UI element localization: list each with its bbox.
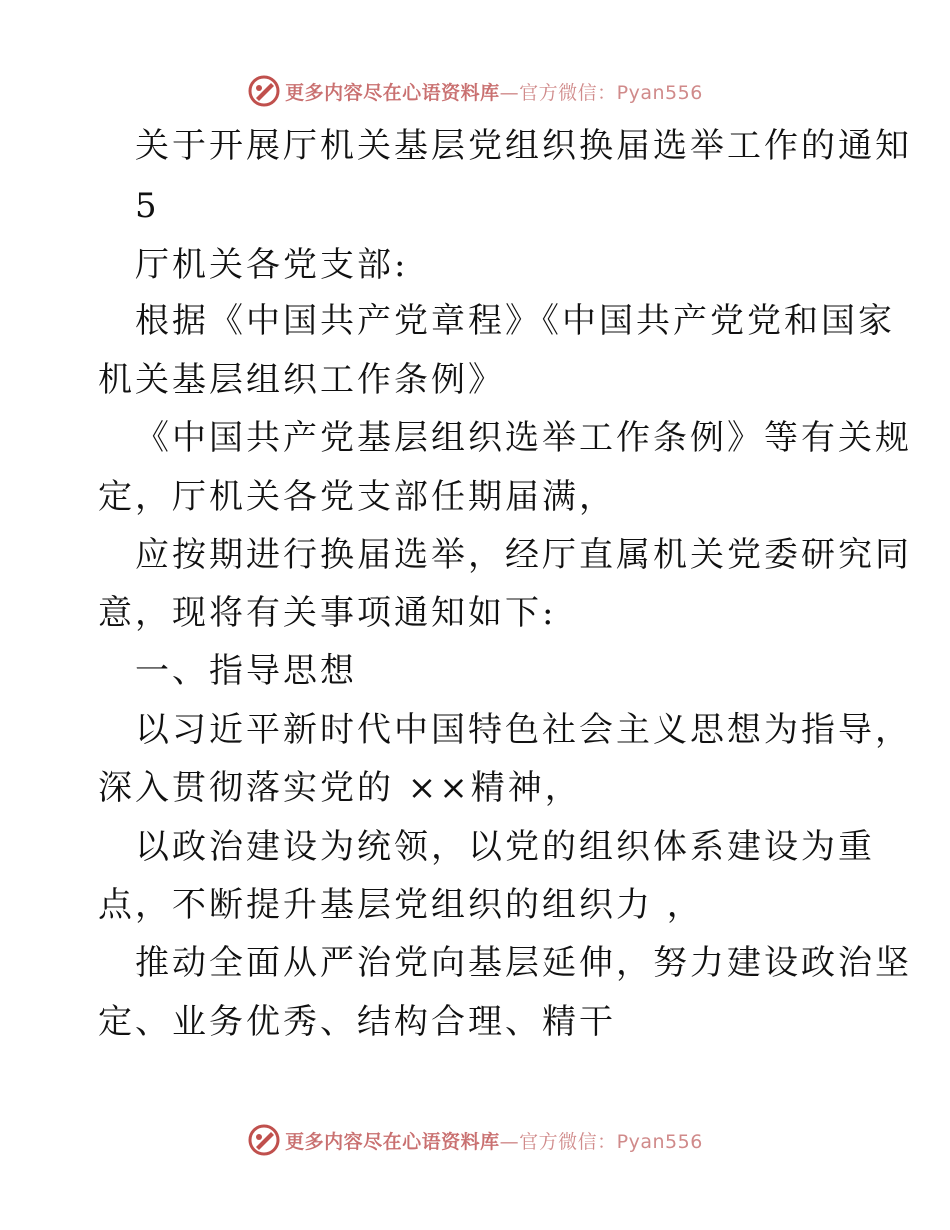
paragraph-5-line-1: 以政治建设为统领，以党的组织体系建设为重 bbox=[135, 827, 875, 867]
paragraph-3-line-2: 意，现将有关事项通知如下: bbox=[98, 593, 557, 633]
paragraph-3-line-1: 应按期进行换届选举，经厅直属机关党委研究同 bbox=[135, 535, 912, 575]
header-watermark bbox=[0, 71, 950, 111]
paragraph-4-line-2: 深入贯彻落实党的 ××精神， bbox=[98, 768, 582, 808]
watermark-text: 更多内容尽在心语资料库—官方微信：Pyan556 bbox=[285, 81, 703, 104]
brand-logo-icon bbox=[247, 74, 281, 108]
paragraph-1-line-1: 根据《中国共产党章程》《中国共产党党和国家 bbox=[135, 301, 895, 341]
watermark-text: 更多内容尽在心语资料库—官方微信：Pyan556 bbox=[285, 1130, 703, 1153]
document-title-number: 5 bbox=[135, 186, 160, 226]
salutation: 厅机关各党支部: bbox=[135, 245, 409, 285]
footer-watermark bbox=[0, 1120, 950, 1160]
paragraph-6-line-1: 推动全面从严治党向基层延伸，努力建设政治坚 bbox=[135, 943, 912, 983]
paragraph-5-line-2: 点，不断提升基层党组织的组织力 ， bbox=[98, 885, 704, 925]
paragraph-1-line-2: 机关基层组织工作条例》 bbox=[98, 360, 505, 400]
paragraph-6-line-2: 定、业务优秀、结构合理、精干 bbox=[98, 1002, 616, 1042]
document-title: 关于开展厅机关基层党组织换届选举工作的通知 bbox=[135, 126, 912, 166]
brand-logo-icon bbox=[247, 1123, 281, 1157]
paragraph-2-line-1: 《中国共产党基层组织选举工作条例》等有关规 bbox=[135, 418, 912, 458]
section-heading-1: 一、指导思想 bbox=[135, 651, 357, 691]
paragraph-2-line-2: 定，厅机关各党支部任期届满， bbox=[98, 477, 616, 517]
paragraph-4-line-1: 以习近平新时代中国特色社会主义思想为指导， bbox=[135, 710, 912, 750]
